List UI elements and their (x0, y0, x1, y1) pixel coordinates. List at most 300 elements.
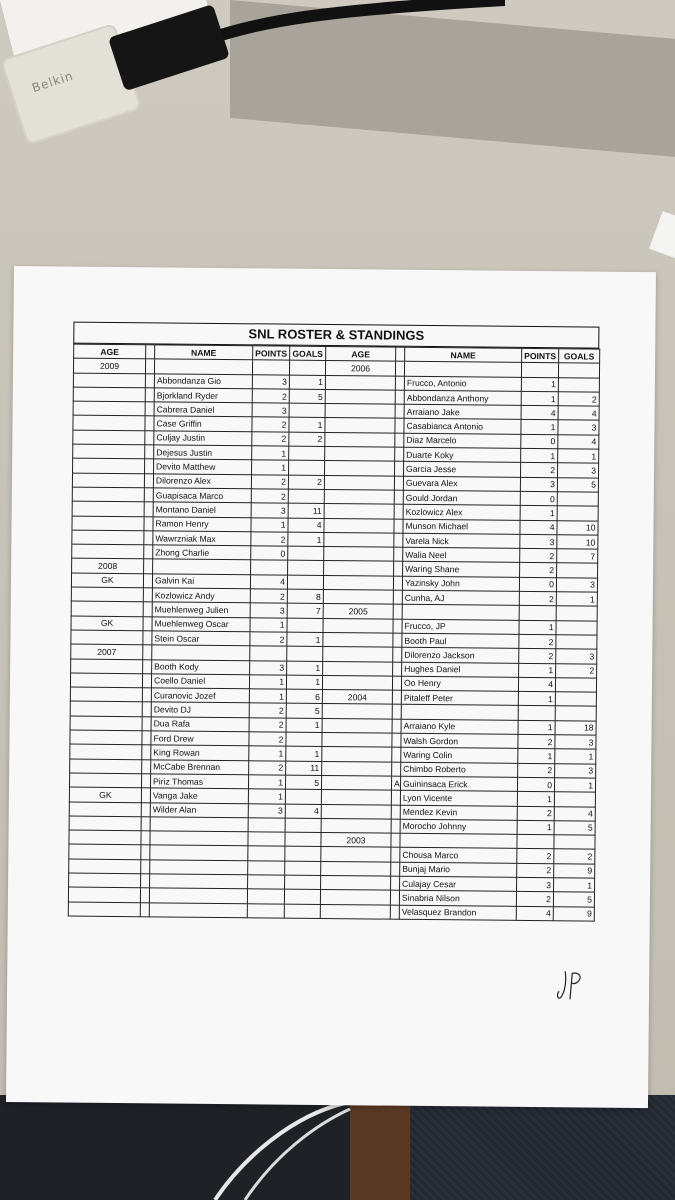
row-age-right (324, 504, 394, 519)
row-age-left (70, 759, 142, 774)
row-age-left (70, 701, 142, 716)
row-mark-left (142, 759, 151, 773)
row-age-left (73, 444, 145, 459)
row-goals-left: 1 (286, 675, 322, 690)
row-goals-left (287, 575, 323, 590)
row-points-right: 4 (521, 406, 558, 421)
row-mark-left (144, 516, 153, 530)
row-goals-right: 7 (557, 549, 598, 564)
row-mark-left (145, 459, 154, 473)
row-mark-left (141, 817, 150, 831)
row-age-left (70, 744, 142, 759)
row-goals-right: 9 (553, 906, 594, 921)
row-age-left (71, 659, 143, 674)
row-mark-left (142, 745, 151, 759)
row-age-right (323, 661, 393, 676)
row-mark-left (142, 731, 151, 745)
row-name-right: Casabianca Antonio (404, 419, 521, 434)
row-name-right: Waring Colin (401, 748, 518, 763)
row-mark-left (142, 674, 151, 688)
row-age-right (324, 547, 394, 562)
row-age-left (72, 544, 144, 559)
row-mark-right (393, 576, 402, 590)
row-points-left: 1 (252, 446, 289, 461)
row-points-right: 2 (517, 849, 554, 864)
row-name-right (404, 362, 521, 377)
row-goals-left: 5 (286, 704, 322, 719)
row-age-left (70, 673, 142, 688)
row-age-right (322, 761, 392, 776)
row-age-left (69, 830, 141, 845)
row-mark-left (145, 416, 154, 430)
row-mark-left (142, 688, 151, 702)
row-mark-right (391, 848, 400, 862)
row-goals-left (285, 861, 321, 876)
row-points-left: 2 (251, 489, 288, 504)
row-goals-right: 4 (558, 406, 599, 421)
row-points-left: 1 (248, 775, 285, 790)
row-age-right (324, 561, 394, 576)
row-mark-left (142, 716, 151, 730)
row-age-right (325, 461, 395, 476)
row-goals-left: 1 (289, 418, 325, 433)
row-name-left (150, 860, 248, 875)
row-name-right: Garcia Jesse (404, 462, 521, 477)
row-mark-left (145, 388, 154, 402)
row-points-left: 2 (249, 732, 286, 747)
row-goals-right: 3 (556, 577, 597, 592)
row-goals-left: 5 (289, 389, 325, 404)
row-age-left (68, 902, 140, 917)
row-name-right (401, 705, 518, 720)
row-points-right: 1 (521, 448, 558, 463)
row-name-left (150, 831, 248, 846)
row-points-left (248, 875, 285, 890)
row-points-right: 2 (517, 806, 554, 821)
row-name-left (153, 559, 251, 574)
row-mark-right (391, 790, 400, 804)
roster-rows (68, 358, 599, 921)
row-points-right: 3 (517, 877, 554, 892)
row-points-right: 1 (518, 691, 555, 706)
header-points-left: POINTS (253, 346, 290, 361)
row-age-left (73, 373, 145, 388)
row-age-left (71, 587, 143, 602)
row-goals-left: 11 (288, 503, 324, 518)
row-points-right: 4 (518, 677, 555, 692)
row-name-left: Devito DJ (151, 702, 249, 717)
row-points-right: 4 (516, 906, 553, 921)
row-goals-right (557, 492, 598, 507)
row-points-right: 0 (521, 434, 558, 449)
row-goals-right: 1 (558, 449, 599, 464)
row-mark-right (393, 619, 402, 633)
row-name-left: Vanga Jake (150, 788, 248, 803)
row-goals-left: 7 (287, 603, 323, 618)
handwritten-initials (555, 967, 585, 1001)
row-name-left (150, 817, 248, 832)
row-name-left: Culjay Justin (154, 431, 252, 446)
row-age-right (321, 790, 391, 805)
row-age-right (323, 632, 393, 647)
usb-brand-label: Belkin (30, 68, 76, 96)
roster-sheet (6, 266, 656, 1108)
row-mark-right (394, 547, 403, 561)
row-age-right: 2003 (321, 833, 391, 848)
header-goals-left: GOALS (290, 346, 326, 361)
row-points-left (247, 889, 284, 904)
row-age-left (68, 887, 140, 902)
row-mark-right (392, 719, 401, 733)
row-points-right: 2 (520, 549, 557, 564)
row-age-right (325, 389, 395, 404)
row-mark-right (391, 833, 400, 847)
row-goals-right (554, 792, 595, 807)
row-age-right: 2005 (323, 604, 393, 619)
row-points-right: 1 (521, 377, 558, 392)
row-age-right (323, 575, 393, 590)
row-mark-right (395, 462, 404, 476)
row-points-left (248, 846, 285, 861)
row-mark-right (393, 662, 402, 676)
row-name-left: Dilorenzo Alex (153, 474, 251, 489)
row-points-left: 1 (251, 517, 288, 532)
row-name-left: Muehlenweg Julien (152, 602, 250, 617)
row-name-right: Culajay Cesar (400, 876, 517, 891)
row-age-right (321, 775, 391, 790)
row-name-right: Guevara Alex (403, 476, 520, 491)
row-mark-right (390, 890, 399, 904)
row-goals-left (288, 489, 324, 504)
row-points-right: 2 (516, 892, 553, 907)
row-age-left (70, 716, 142, 731)
row-points-right: 1 (521, 420, 558, 435)
row-age-right (323, 590, 393, 605)
row-name-left: Muehlenweg Oscar (152, 616, 250, 631)
row-goals-left (285, 832, 321, 847)
row-goals-left: 5 (285, 775, 321, 790)
row-mark-left (144, 473, 153, 487)
row-mark-left (141, 774, 150, 788)
row-name-right: Duarte Koky (404, 447, 521, 462)
row-mark-right (394, 504, 403, 518)
row-age-left (69, 859, 141, 874)
row-name-left: Dejesus Justin (154, 445, 252, 460)
row-points-right: 2 (518, 734, 555, 749)
row-mark-left (143, 588, 152, 602)
row-points-left: 1 (249, 689, 286, 704)
row-goals-right: 5 (553, 892, 594, 907)
row-age-left (70, 687, 142, 702)
document-title: SNL ROSTER & STANDINGS (73, 322, 599, 349)
row-name-left (154, 359, 252, 374)
row-name-right: Bunjaj Mario (400, 862, 517, 877)
row-goals-left (287, 646, 323, 661)
row-name-left: Wilder Alan (150, 802, 248, 817)
row-age-right: 2004 (322, 690, 392, 705)
row-points-left: 3 (251, 503, 288, 518)
row-mark-left (140, 888, 149, 902)
row-goals-right (556, 635, 597, 650)
row-points-left: 0 (251, 546, 288, 561)
row-name-left: Coello Daniel (151, 674, 249, 689)
row-name-right: Oo Henry (401, 676, 518, 691)
row-points-right: 1 (518, 749, 555, 764)
row-goals-right: 1 (554, 878, 595, 893)
row-points-left (252, 360, 289, 375)
row-name-right: Yazinsky John (402, 576, 519, 591)
row-mark-right (393, 605, 402, 619)
row-name-right: Gould Jordan (403, 490, 520, 505)
row-mark-left (141, 802, 150, 816)
row-goals-right: 3 (557, 463, 598, 478)
row-age-right (323, 618, 393, 633)
charging-cable (205, 1095, 355, 1200)
row-name-left: Kozlowicz Andy (152, 588, 250, 603)
row-points-left: 2 (250, 632, 287, 647)
header-mark-left (146, 345, 155, 359)
header-mark-right (396, 347, 405, 361)
row-age-right (322, 718, 392, 733)
row-age-left (69, 773, 141, 788)
row-name-left: Case Griffin (154, 416, 252, 431)
row-goals-right: 2 (556, 663, 597, 678)
row-age-right (321, 875, 391, 890)
row-mark-right (392, 705, 401, 719)
row-mark-right (393, 647, 402, 661)
row-age-left: 2008 (72, 559, 144, 574)
row-mark-right (394, 562, 403, 576)
row-mark-left (144, 559, 153, 573)
row-mark-right (393, 633, 402, 647)
row-points-left: 3 (250, 603, 287, 618)
row-goals-right: 9 (554, 863, 595, 878)
row-points-left: 2 (252, 389, 289, 404)
row-goals-left: 4 (285, 804, 321, 819)
row-name-right: Cunha, AJ (402, 590, 519, 605)
row-name-right: Varela Nick (403, 533, 520, 548)
row-name-right: Munson Michael (403, 519, 520, 534)
row-name-left (150, 845, 248, 860)
row-mark-right (395, 447, 404, 461)
row-goals-right (558, 363, 599, 378)
row-name-left: Stein Oscar (152, 631, 250, 646)
row-age-right (322, 732, 392, 747)
row-mark-left (143, 645, 152, 659)
row-name-left: Bjorkland Ryder (154, 388, 252, 403)
row-name-left (152, 645, 250, 660)
row-name-right (402, 605, 519, 620)
row-name-right: Dilorenzo Jackson (402, 647, 519, 662)
row-points-left: 3 (250, 660, 287, 675)
row-goals-right: 3 (558, 420, 599, 435)
row-name-left: King Rowan (151, 745, 249, 760)
row-points-right: 1 (521, 391, 558, 406)
chair-leg (350, 1095, 410, 1200)
row-name-right: Frucco, JP (402, 619, 519, 634)
row-points-right: 3 (520, 477, 557, 492)
row-mark-left (145, 359, 154, 373)
row-mark-right (394, 533, 403, 547)
row-goals-right: 3 (556, 649, 597, 664)
row-age-left: GK (69, 787, 141, 802)
row-goals-right (554, 835, 595, 850)
row-age-left (71, 601, 143, 616)
row-name-right: Chousa Marco (400, 848, 517, 863)
row-mark-left (143, 659, 152, 673)
row-points-right (519, 606, 556, 621)
row-points-right: 2 (519, 634, 556, 649)
row-age-left (69, 873, 141, 888)
header-name-left: NAME (155, 345, 253, 360)
row-goals-right: 1 (555, 749, 596, 764)
row-mark-left (141, 874, 150, 888)
row-mark-left (141, 845, 150, 859)
row-goals-right: 2 (554, 849, 595, 864)
row-points-right: 2 (520, 563, 557, 578)
row-name-right: Guininsaca Erick (400, 776, 517, 791)
row-mark-right (395, 361, 404, 375)
row-goals-left: 2 (289, 432, 325, 447)
header-age-left: AGE (74, 344, 146, 359)
roster-table (68, 322, 600, 922)
row-goals-left (285, 847, 321, 862)
row-age-right: 2006 (325, 361, 395, 376)
row-age-left (69, 816, 141, 831)
row-age-right (324, 489, 394, 504)
row-name-left: Booth Kody (152, 659, 250, 674)
row-name-right: Frucco, Antonio (404, 376, 521, 391)
row-goals-right: 1 (556, 592, 597, 607)
row-goals-left (288, 561, 324, 576)
row-goals-right: 18 (555, 720, 596, 735)
header-goals-right: GOALS (559, 349, 600, 364)
header-age-right: AGE (326, 346, 396, 361)
row-points-right (521, 363, 558, 378)
row-mark-right (392, 747, 401, 761)
row-goals-left: 4 (288, 518, 324, 533)
row-points-left (248, 818, 285, 833)
row-name-right: Morocho Johnny (400, 819, 517, 834)
row-mark-left (144, 502, 153, 516)
header-name-right: NAME (405, 347, 522, 362)
row-name-left (149, 888, 247, 903)
row-age-left (73, 430, 145, 445)
row-goals-right (557, 563, 598, 578)
row-points-right: 1 (518, 720, 555, 735)
row-age-right (324, 532, 394, 547)
row-mark-left (143, 631, 152, 645)
row-mark-right (395, 390, 404, 404)
row-goals-left: 1 (286, 718, 322, 733)
row-points-left: 2 (249, 703, 286, 718)
row-points-left: 1 (252, 460, 289, 475)
row-points-left (248, 860, 285, 875)
row-age-left (72, 487, 144, 502)
row-name-left: Dua Rafa (151, 717, 249, 732)
row-points-left: 3 (252, 403, 289, 418)
row-mark-left (144, 488, 153, 502)
row-goals-right: 10 (557, 535, 598, 550)
row-goals-left: 1 (287, 661, 323, 676)
row-points-left: 2 (249, 717, 286, 732)
row-name-left: Galvin Kai (152, 574, 250, 589)
row-name-left: Montano Daniel (153, 502, 251, 517)
row-points-right: 1 (519, 663, 556, 678)
row-points-right: 2 (520, 463, 557, 478)
row-points-right: 1 (519, 620, 556, 635)
row-mark-right (391, 862, 400, 876)
row-age-right (325, 447, 395, 462)
row-mark-right (395, 419, 404, 433)
row-name-right: Abbondanza Anthony (404, 390, 521, 405)
row-goals-right: 5 (554, 821, 595, 836)
row-points-right: 3 (520, 534, 557, 549)
row-goals-left: 1 (286, 746, 322, 761)
row-name-left: Piriz Thomas (150, 774, 248, 789)
row-mark-left (145, 402, 154, 416)
row-age-right (325, 375, 395, 390)
row-points-left: 3 (252, 374, 289, 389)
row-goals-left (284, 904, 320, 919)
row-age-left (72, 530, 144, 545)
row-points-right: 1 (517, 792, 554, 807)
row-mark-right (391, 805, 400, 819)
row-mark-left (144, 531, 153, 545)
row-points-right (518, 706, 555, 721)
row-goals-right (556, 606, 597, 621)
row-points-right: 2 (517, 863, 554, 878)
row-mark-right (394, 519, 403, 533)
row-mark-left (144, 545, 153, 559)
row-mark-right (394, 490, 403, 504)
row-age-right (324, 518, 394, 533)
row-age-left: 2007 (71, 644, 143, 659)
row-age-right (322, 704, 392, 719)
row-age-left (72, 473, 144, 488)
row-points-right: 2 (519, 591, 556, 606)
row-goals-left: 11 (286, 761, 322, 776)
row-name-left: Wawrzniak Max (153, 531, 251, 546)
row-goals-left (286, 732, 322, 747)
row-points-left (247, 903, 284, 918)
row-points-left (251, 560, 288, 575)
row-name-left: Guapisaca Marco (153, 488, 251, 503)
row-age-right (321, 861, 391, 876)
row-goals-right: 5 (557, 477, 598, 492)
row-mark-left (141, 788, 150, 802)
row-goals-right (557, 506, 598, 521)
row-name-right: Velasquez Brandon (399, 905, 516, 920)
row-mark-right (390, 905, 399, 919)
row-mark-right (393, 590, 402, 604)
row-mark-right (392, 676, 401, 690)
row-name-left: Abbondanza Gio (154, 373, 252, 388)
row-mark-right: A (391, 776, 400, 790)
row-points-left: 2 (251, 532, 288, 547)
row-mark-right (395, 433, 404, 447)
row-name-right: Mendez Kevin (400, 805, 517, 820)
row-name-right: Walia Neel (403, 547, 520, 562)
row-goals-right (555, 692, 596, 707)
row-age-right (321, 804, 391, 819)
row-points-left: 2 (250, 589, 287, 604)
row-age-left (72, 501, 144, 516)
row-age-right (325, 432, 395, 447)
row-age-left: GK (71, 616, 143, 631)
row-name-left: Cabrera Daniel (154, 402, 252, 417)
row-goals-left: 6 (286, 689, 322, 704)
